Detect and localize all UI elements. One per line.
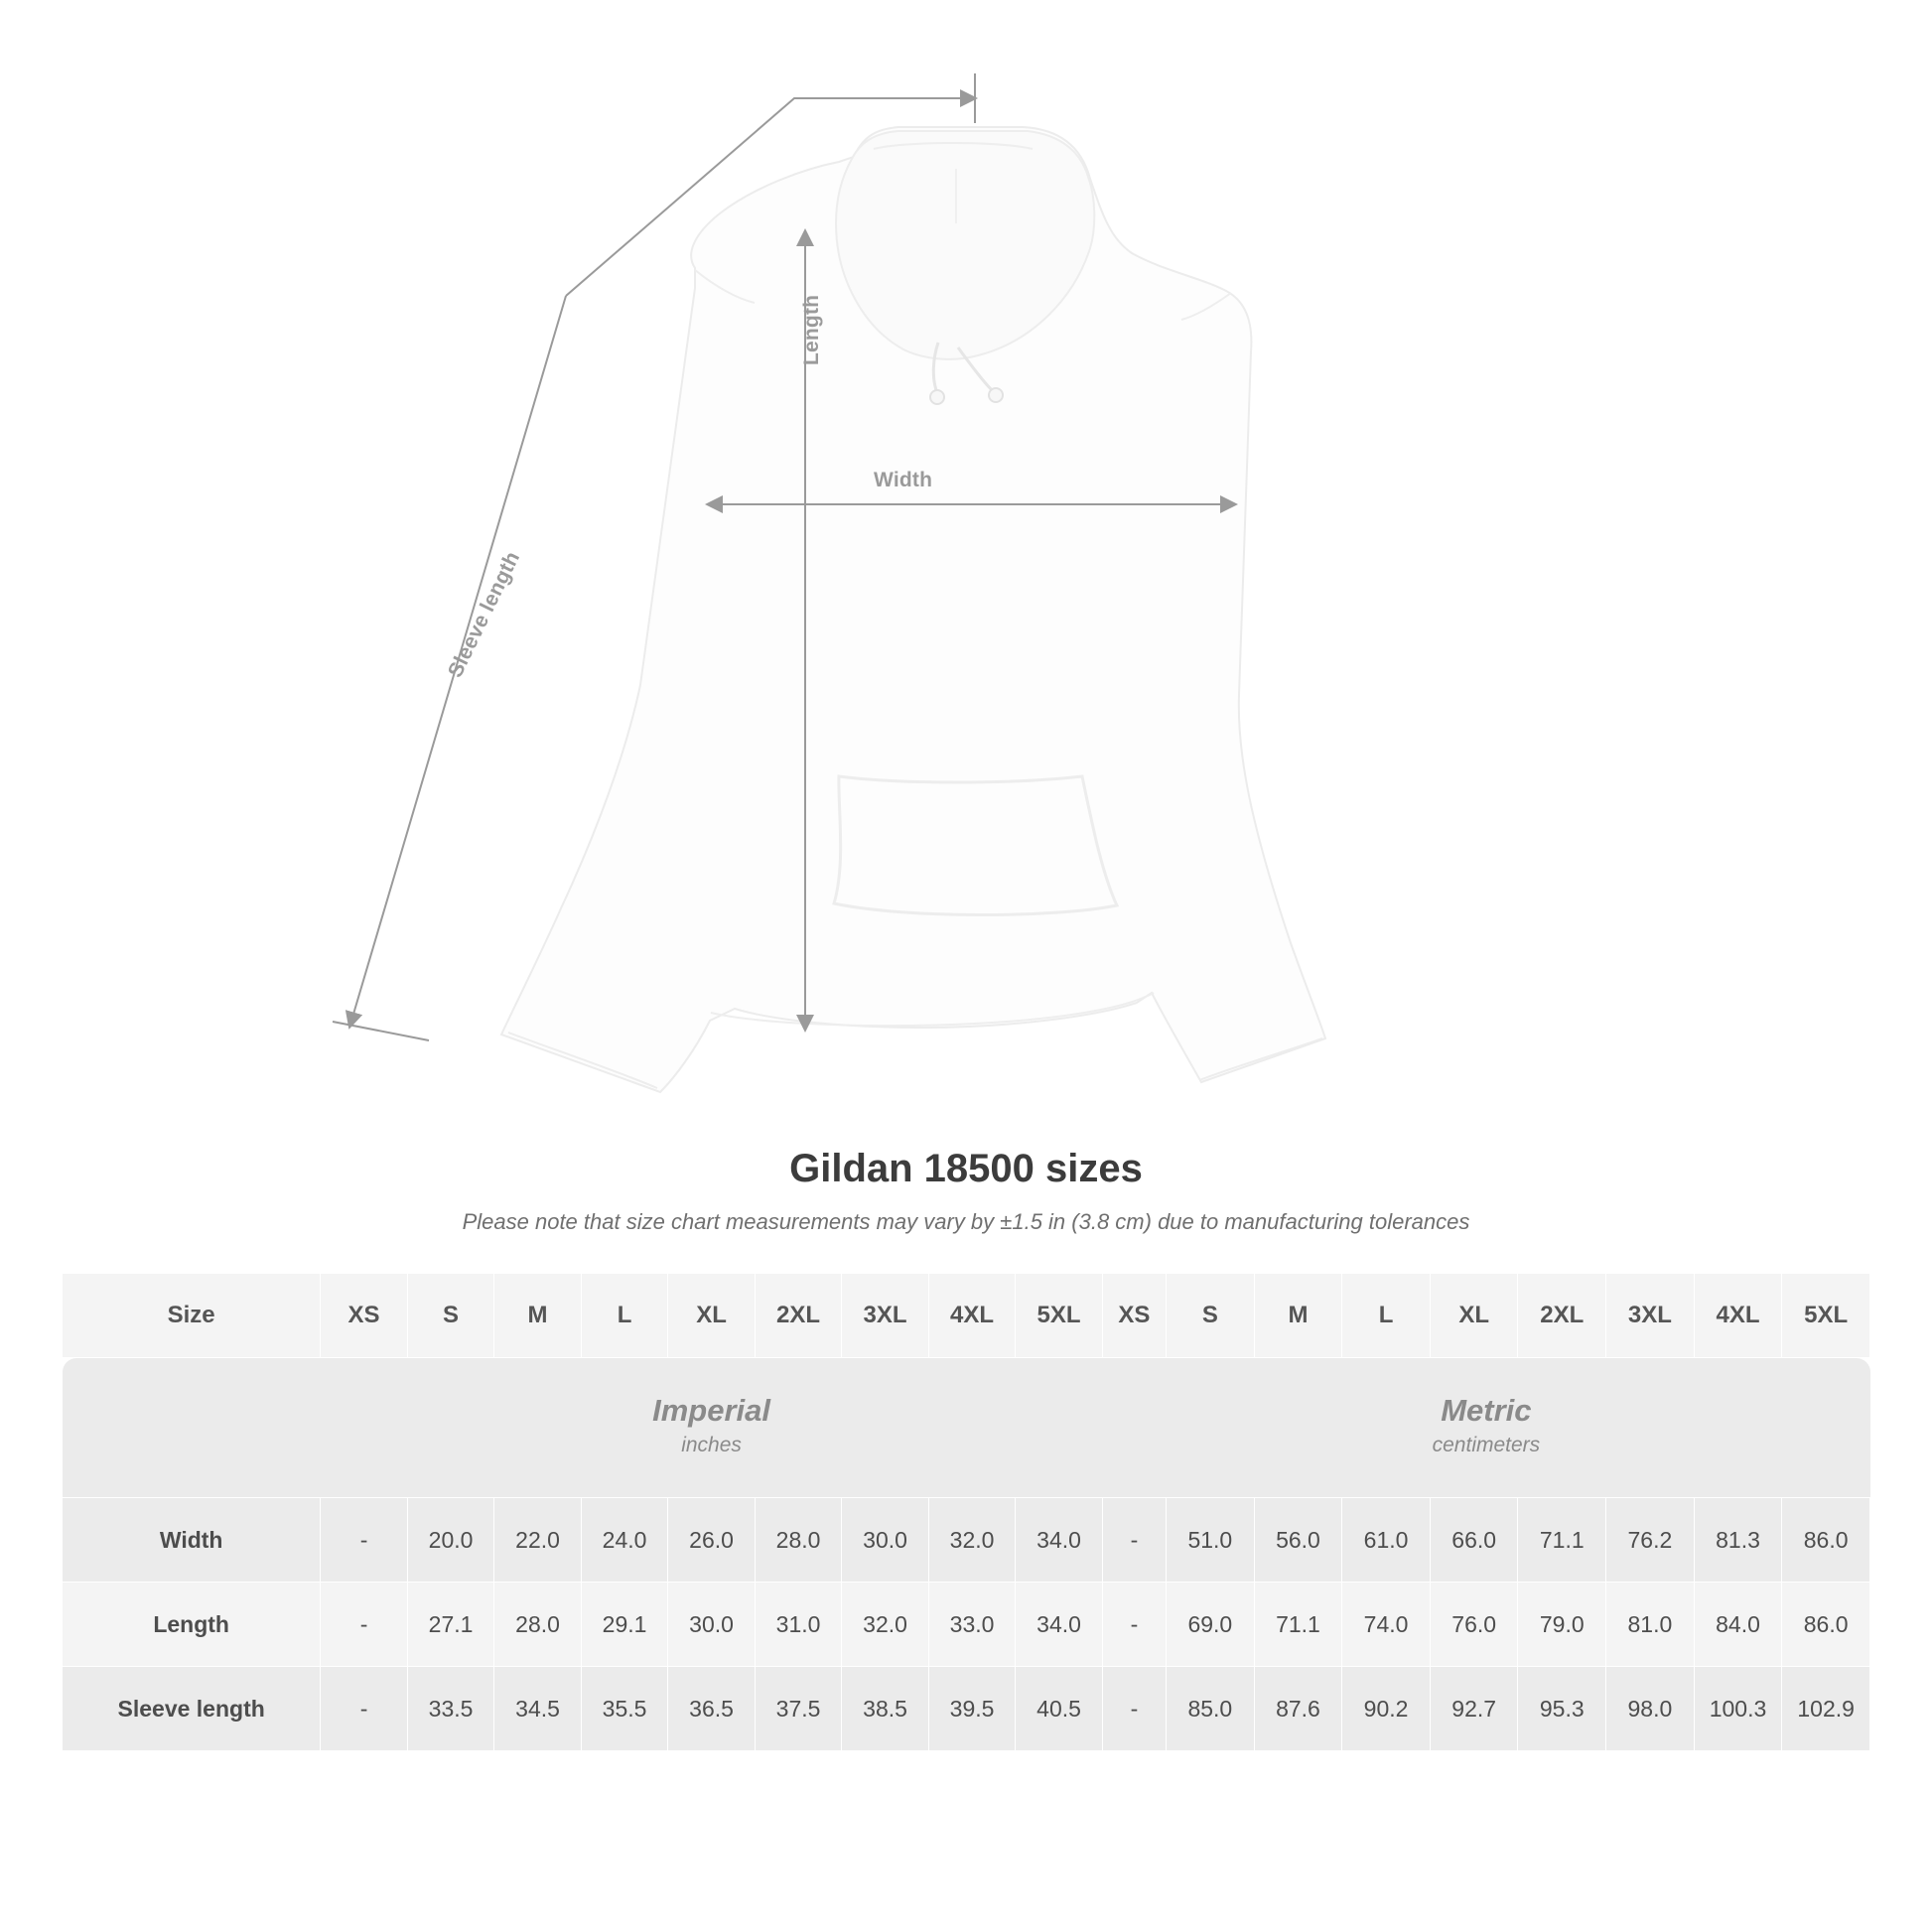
column-header-imp-xs: XS bbox=[321, 1274, 408, 1358]
column-header-met-4xl: 4XL bbox=[1694, 1274, 1782, 1358]
column-header-imp-s: S bbox=[407, 1274, 494, 1358]
cell-width-met-2xl: 71.1 bbox=[1518, 1498, 1606, 1583]
title-block bbox=[0, 1147, 1932, 1235]
cell-sleeve-met-2xl: 95.3 bbox=[1518, 1667, 1606, 1751]
cell-width-met-s: 51.0 bbox=[1167, 1498, 1255, 1583]
cell-width-met-m: 56.0 bbox=[1254, 1498, 1342, 1583]
cell-sleeve-met-5xl: 102.9 bbox=[1782, 1667, 1870, 1751]
cell-length-imp-l: 29.1 bbox=[581, 1583, 668, 1667]
column-header-met-2xl: 2XL bbox=[1518, 1274, 1606, 1358]
cell-width-met-xs: - bbox=[1102, 1498, 1166, 1583]
cell-sleeve-imp-3xl: 38.5 bbox=[842, 1667, 929, 1751]
size-table bbox=[62, 1273, 1870, 1751]
cell-sleeve-imp-5xl: 40.5 bbox=[1016, 1667, 1103, 1751]
cell-width-met-3xl: 76.2 bbox=[1606, 1498, 1695, 1583]
column-header-met-s: S bbox=[1167, 1274, 1255, 1358]
cell-width-imp-3xl: 30.0 bbox=[842, 1498, 929, 1583]
column-header-imp-m: M bbox=[494, 1274, 582, 1358]
column-header-met-l: L bbox=[1342, 1274, 1431, 1358]
size-header-row bbox=[63, 1274, 1870, 1358]
unit-spacer-left bbox=[63, 1358, 321, 1498]
row-label-width: Width bbox=[63, 1498, 321, 1583]
cell-sleeve-imp-xs: - bbox=[321, 1667, 408, 1751]
cell-width-met-l: 61.0 bbox=[1342, 1498, 1431, 1583]
cell-width-imp-5xl: 34.0 bbox=[1016, 1498, 1103, 1583]
cell-sleeve-met-4xl: 100.3 bbox=[1694, 1667, 1782, 1751]
cell-width-imp-4xl: 32.0 bbox=[928, 1498, 1016, 1583]
cell-sleeve-met-s: 85.0 bbox=[1167, 1667, 1255, 1751]
cell-length-met-2xl: 79.0 bbox=[1518, 1583, 1606, 1667]
imperial-unit-name: Imperial bbox=[652, 1392, 770, 1428]
cell-length-imp-xs: - bbox=[321, 1583, 408, 1667]
cell-width-imp-2xl: 28.0 bbox=[755, 1498, 842, 1583]
cell-length-imp-3xl: 32.0 bbox=[842, 1583, 929, 1667]
cell-width-met-5xl: 86.0 bbox=[1782, 1498, 1870, 1583]
cell-sleeve-imp-l: 35.5 bbox=[581, 1667, 668, 1751]
cell-sleeve-imp-m: 34.5 bbox=[494, 1667, 582, 1751]
column-header-imp-5xl: 5XL bbox=[1016, 1274, 1103, 1358]
table-row bbox=[63, 1667, 1870, 1751]
column-header-imp-4xl: 4XL bbox=[928, 1274, 1016, 1358]
row-label-length: Length bbox=[63, 1583, 321, 1667]
cell-length-imp-2xl: 31.0 bbox=[755, 1583, 842, 1667]
size-table-wrapper bbox=[62, 1273, 1870, 1751]
table-row bbox=[63, 1498, 1870, 1583]
cell-width-imp-s: 20.0 bbox=[407, 1498, 494, 1583]
column-header-imp-3xl: 3XL bbox=[842, 1274, 929, 1358]
table-row bbox=[63, 1583, 1870, 1667]
cell-sleeve-met-xl: 92.7 bbox=[1430, 1667, 1518, 1751]
cell-length-imp-xl: 30.0 bbox=[668, 1583, 756, 1667]
length-label: Length bbox=[800, 294, 823, 365]
cell-length-imp-m: 28.0 bbox=[494, 1583, 582, 1667]
width-label: Width bbox=[874, 469, 933, 491]
column-header-met-3xl: 3XL bbox=[1606, 1274, 1695, 1358]
cell-width-imp-m: 22.0 bbox=[494, 1498, 582, 1583]
column-header-met-xs: XS bbox=[1102, 1274, 1166, 1358]
cell-length-met-4xl: 84.0 bbox=[1694, 1583, 1782, 1667]
cell-length-met-xs: - bbox=[1102, 1583, 1166, 1667]
page-title: Gildan 18500 sizes bbox=[789, 1147, 1143, 1190]
hoodie-garment bbox=[501, 127, 1325, 1092]
cell-sleeve-imp-4xl: 39.5 bbox=[928, 1667, 1016, 1751]
size-table-body bbox=[63, 1498, 1870, 1751]
imperial-unit-cell bbox=[321, 1358, 1103, 1498]
cell-length-met-s: 69.0 bbox=[1167, 1583, 1255, 1667]
metric-unit-cell bbox=[1102, 1358, 1869, 1498]
cell-sleeve-met-3xl: 98.0 bbox=[1606, 1667, 1695, 1751]
column-header-met-5xl: 5XL bbox=[1782, 1274, 1870, 1358]
tolerance-note: Please note that size chart measurements may vary by ±1.5 in (3.8 cm) due to manufacturing tolerances bbox=[462, 1209, 1470, 1234]
cell-length-imp-4xl: 33.0 bbox=[928, 1583, 1016, 1667]
unit-header-row bbox=[63, 1358, 1870, 1498]
cell-length-met-5xl: 86.0 bbox=[1782, 1583, 1870, 1667]
column-header-imp-2xl: 2XL bbox=[755, 1274, 842, 1358]
column-header-imp-l: L bbox=[581, 1274, 668, 1358]
cell-sleeve-met-m: 87.6 bbox=[1254, 1667, 1342, 1751]
cell-length-met-xl: 76.0 bbox=[1430, 1583, 1518, 1667]
cell-length-imp-s: 27.1 bbox=[407, 1583, 494, 1667]
cell-width-imp-l: 24.0 bbox=[581, 1498, 668, 1583]
cell-width-met-4xl: 81.3 bbox=[1694, 1498, 1782, 1583]
cell-width-imp-xl: 26.0 bbox=[668, 1498, 756, 1583]
cell-length-met-3xl: 81.0 bbox=[1606, 1583, 1695, 1667]
imperial-unit-sub: inches bbox=[681, 1433, 742, 1456]
cell-length-met-m: 71.1 bbox=[1254, 1583, 1342, 1667]
metric-unit-sub: centimeters bbox=[1432, 1433, 1541, 1456]
metric-unit-name: Metric bbox=[1441, 1392, 1532, 1428]
column-header-size: Size bbox=[63, 1274, 321, 1358]
cell-sleeve-met-xs: - bbox=[1102, 1667, 1166, 1751]
cell-sleeve-met-l: 90.2 bbox=[1342, 1667, 1431, 1751]
cell-sleeve-imp-xl: 36.5 bbox=[668, 1667, 756, 1751]
sleeve-length-label: Sleeve length bbox=[444, 547, 525, 682]
cell-length-met-l: 74.0 bbox=[1342, 1583, 1431, 1667]
cell-sleeve-imp-2xl: 37.5 bbox=[755, 1667, 842, 1751]
cell-length-imp-5xl: 34.0 bbox=[1016, 1583, 1103, 1667]
column-header-met-xl: XL bbox=[1430, 1274, 1518, 1358]
column-header-met-m: M bbox=[1254, 1274, 1342, 1358]
cell-sleeve-imp-s: 33.5 bbox=[407, 1667, 494, 1751]
row-label-sleeve-length: Sleeve length bbox=[63, 1667, 321, 1751]
cell-width-imp-xs: - bbox=[321, 1498, 408, 1583]
cell-width-met-xl: 66.0 bbox=[1430, 1498, 1518, 1583]
column-header-imp-xl: XL bbox=[668, 1274, 756, 1358]
